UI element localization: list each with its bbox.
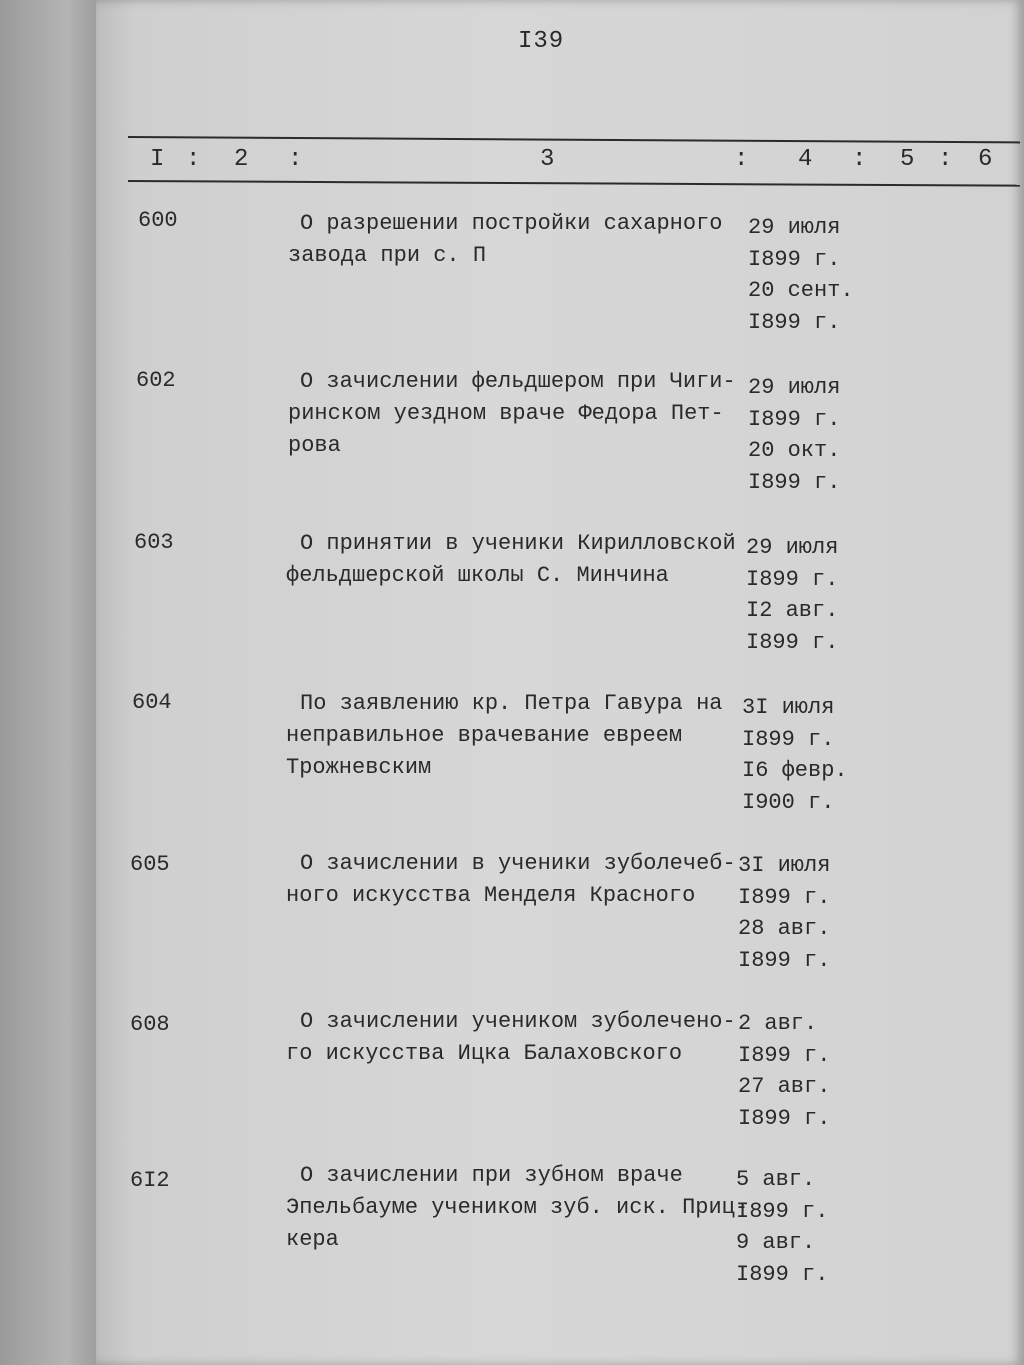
date-line: 9 авг. — [736, 1230, 816, 1255]
column-header-4: 4 — [798, 146, 813, 173]
column-header-6: 6 — [978, 146, 993, 173]
entry-line: Эпельбауме учеником зуб. иск. Приц- — [286, 1195, 749, 1220]
date-line: 20 сент. — [748, 278, 854, 303]
date-line: 20 окт. — [748, 438, 841, 463]
date-line: 29 июля — [748, 215, 841, 240]
entry-line: О зачислении фельдшером при Чиги- — [300, 369, 736, 394]
entry-description — [286, 528, 736, 592]
date-line: I899 г. — [748, 309, 841, 335]
entry-line: О зачислении в ученики зуболечеб- — [300, 851, 736, 876]
entry-dates — [746, 532, 838, 658]
date-line: I899 г. — [742, 726, 835, 752]
entry-number: 603 — [134, 530, 174, 555]
column-header-separator: : — [288, 146, 303, 173]
entry-number: 600 — [138, 208, 178, 233]
column-header-separator: : — [938, 146, 953, 173]
date-line: I899 г. — [738, 884, 831, 910]
date-line: I899 г. — [748, 469, 841, 495]
date-line: I899 г. — [746, 629, 839, 655]
date-line: I899 г. — [748, 246, 841, 272]
entry-number: 608 — [130, 1012, 170, 1037]
entry-line: О разрешении постройки сахарного — [300, 211, 723, 236]
entry-number: 605 — [130, 852, 170, 877]
date-line: 3I июля — [738, 853, 831, 878]
column-header-separator: : — [852, 146, 867, 173]
date-line: I899 г. — [738, 1042, 831, 1068]
entry-dates — [736, 1164, 828, 1290]
date-line: I899 г. — [738, 947, 831, 973]
date-line: 29 июля — [746, 535, 839, 560]
entry-description — [286, 688, 723, 784]
column-header-5: 5 — [900, 146, 915, 173]
entry-description — [286, 1006, 736, 1070]
entry-line: неправильное врачевание евреем — [286, 723, 683, 748]
date-line: I899 г. — [736, 1261, 829, 1287]
entry-description — [288, 208, 723, 272]
entry-dates — [748, 212, 854, 338]
entry-dates — [738, 850, 830, 976]
entry-line: кера — [286, 1227, 339, 1252]
entry-line: По заявлению кр. Петра Гавура на — [300, 691, 723, 716]
column-header-separator: : — [186, 146, 201, 173]
page-number: I39 — [518, 28, 565, 55]
entry-number: 6I2 — [130, 1168, 170, 1193]
date-line: I2 авг. — [746, 598, 839, 623]
column-header-1: I — [150, 146, 165, 173]
entry-line: рова — [288, 433, 341, 458]
date-line: I900 г. — [742, 789, 835, 815]
date-line: I899 г. — [748, 406, 841, 432]
date-line: 5 авг. — [736, 1167, 816, 1192]
entry-line: ного искусства Менделя Красного — [286, 883, 696, 908]
entry-number: 602 — [136, 368, 176, 393]
date-line: 3I июля — [742, 695, 835, 720]
date-line: I6 февр. — [742, 758, 848, 783]
entry-dates — [748, 372, 840, 498]
date-line: I899 г. — [736, 1198, 829, 1224]
entry-line: го искусства Ицка Балаховского — [286, 1041, 683, 1066]
entry-description — [288, 366, 736, 462]
entry-line: Трожневским — [286, 755, 432, 780]
entry-line: ринском уездном враче Федора Пет- — [288, 401, 724, 426]
column-header-3: 3 — [540, 146, 555, 173]
date-line: 27 авг. — [738, 1074, 831, 1099]
entry-line: О зачислении при зубном враче — [300, 1163, 683, 1188]
date-line: I899 г. — [746, 566, 839, 592]
entry-line: О зачислении учеником зуболечено- — [300, 1009, 736, 1034]
entry-description — [286, 848, 736, 912]
entry-dates — [742, 692, 848, 818]
entry-description — [286, 1160, 762, 1256]
date-line: 2 авг. — [738, 1011, 818, 1036]
entry-dates — [738, 1008, 830, 1134]
entry-line: фельдшерской школы С. Минчина — [286, 563, 669, 588]
column-header-separator: : — [734, 146, 749, 173]
entry-line: завода при с. П — [288, 243, 487, 268]
column-header-2: 2 — [234, 146, 249, 173]
entry-line: О принятии в ученики Кирилловской — [300, 531, 736, 556]
date-line: 28 авг. — [738, 916, 831, 941]
date-line: I899 г. — [738, 1105, 831, 1131]
date-line: 29 июля — [748, 375, 841, 400]
entry-number: 604 — [132, 690, 172, 715]
